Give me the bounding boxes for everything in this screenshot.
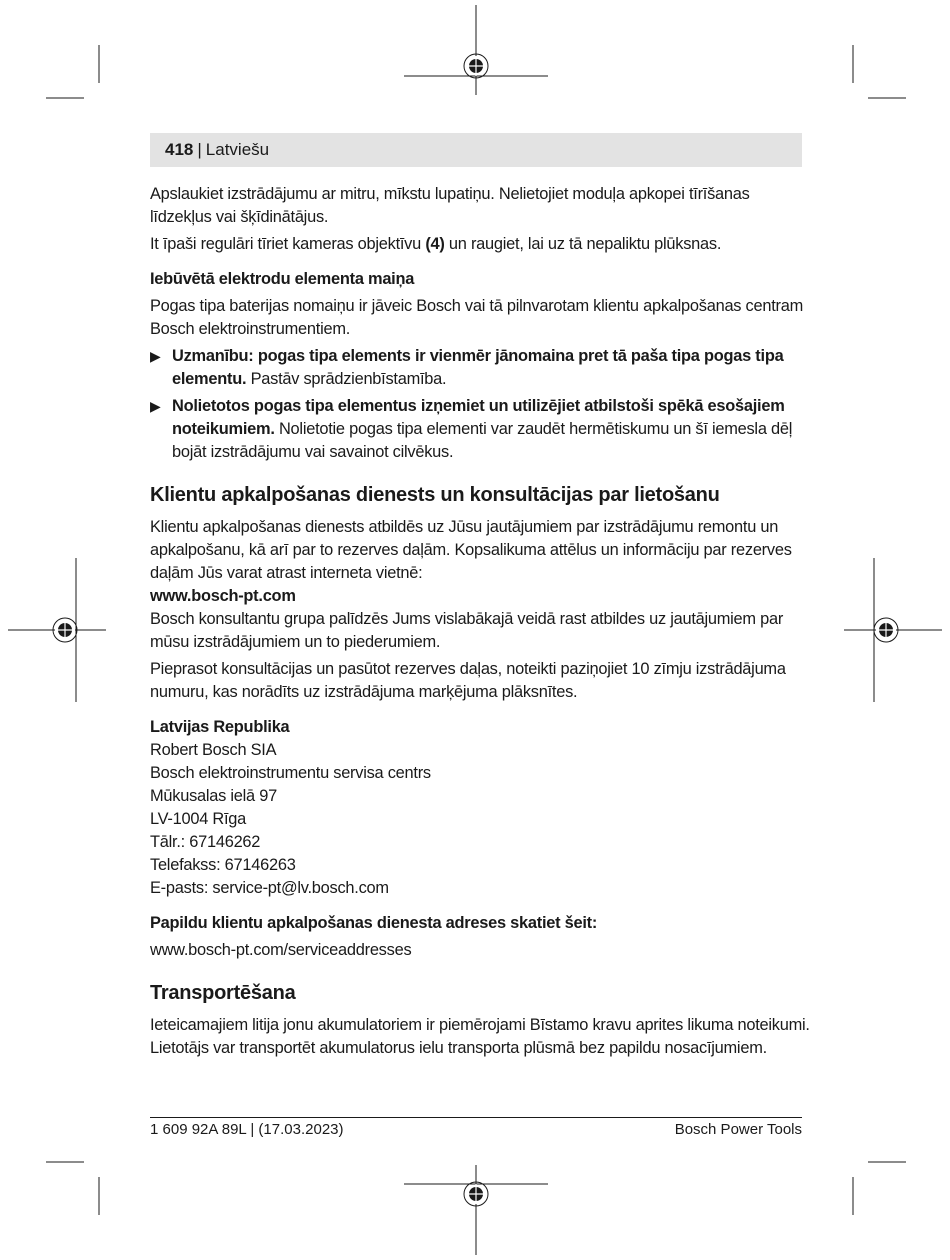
warning-2-text: Nolietotie pogas tipa elementi var zaudēt hermētiskumu un šī iemesla dēļ bojāt izstrādājumu vai savainot cilvēkus. (172, 420, 793, 461)
more-addresses-url[interactable]: www.bosch-pt.com/serviceaddresses (150, 941, 412, 959)
battery-paragraph: Pogas tipa baterijas nomaiņu ir jāveic Bosch vai tā pilnvarotam klientu apkalpošanas centram Bosch elektroinstrumentiem. (150, 297, 804, 338)
address-line: Bosch elektroinstrumentu servisa centrs (150, 764, 431, 782)
header-separator: | (197, 140, 202, 159)
transport-heading: Transportēšana (150, 982, 296, 1004)
warning-1-bold: Uzmanību: pogas tipa elements ir vienmēr jānomaina pret tā paša tipa pogas tipa elementu. (172, 347, 784, 388)
bullet-arrow-icon: ▶ (150, 348, 161, 364)
warning-1-text: Pastāv sprādzienbīstamība. (250, 370, 447, 388)
service-paragraph-2: Bosch konsultantu grupa palīdzēs Jums vislabākajā veidā rast atbildes uz jautājumiem par mūsu izstrādājumiem un to piederumiem. (150, 610, 784, 651)
component-ref: (4) (425, 235, 445, 253)
address-line: Robert Bosch SIA (150, 741, 277, 759)
page-content (150, 183, 810, 1064)
address-phone: Tālr.: 67146262 (150, 833, 261, 851)
service-heading: Klientu apkalpošanas dienests un konsultācijas par lietošanu (150, 484, 720, 506)
more-addresses-heading: Papildu klientu apkalpošanas dienesta adreses skatiet šeit: (150, 914, 598, 932)
warning-item-1 (150, 345, 810, 391)
service-url[interactable]: www.bosch-pt.com (150, 587, 296, 605)
page-number: 418 (165, 140, 194, 159)
battery-heading: Iebūvētā elektrodu elementa maiņa (150, 270, 415, 288)
page-footer (150, 1117, 802, 1138)
intro-paragraph-1: Apslaukiet izstrādājumu ar mitru, mīkstu lupatiņu. Nelietojiet moduļa apkopei tīrīšanas līdzekļus vai šķīdinātājus. (150, 185, 750, 226)
page-header (150, 133, 802, 167)
address-email: E-pasts: service-pt@lv.bosch.com (150, 879, 389, 897)
warning-item-2 (150, 395, 810, 464)
service-paragraph-1: Klientu apkalpošanas dienests atbildēs uz Jūsu jautājumiem par izstrādājumu remontu un apkalpošanu, kā arī par to rezerves daļām. Kopsalikuma attēlus un informāciju par rezerves daļām Jūs varat atrast interneta vietnē: (150, 518, 792, 582)
address-line: LV-1004 Rīga (150, 810, 247, 828)
bullet-arrow-icon: ▶ (150, 398, 161, 414)
service-paragraph-3: Pieprasot konsultācijas un pasūtot rezerves daļas, noteikti paziņojiet 10 zīmju izstrādājuma numuru, kas norādīts uz izstrādājuma marķējuma plāksnītes. (150, 660, 786, 701)
address-fax: Telefakss: 67146263 (150, 856, 296, 874)
footer-brand: Bosch Power Tools (674, 1121, 802, 1138)
intro-paragraph-2: It īpaši regulāri tīriet kameras objektīvu (4) un raugiet, lai uz tā nepaliktu plūksnas. (150, 235, 722, 253)
header-language: Latviešu (205, 140, 270, 159)
address-country: Latvijas Republika (150, 718, 290, 736)
address-block (150, 716, 810, 900)
transport-paragraph: Ieteicamajiem litija jonu akumulatoriem ir piemērojami Bīstamo kravu aprites likuma noteikumi. Lietotājs var transportēt akumulatorus ielu transporta plūsmā bez papildu nosacījumiem. (150, 1016, 810, 1057)
address-line: Mūkusalas ielā 97 (150, 787, 277, 805)
warning-2-bold: Nolietotos pogas tipa elementus izņemiet un utilizējiet atbilstoši spēkā esošajiem noteikumiem. (172, 397, 785, 438)
footer-doc-id: 1 609 92A 89L | (17.03.2023) (150, 1121, 344, 1138)
